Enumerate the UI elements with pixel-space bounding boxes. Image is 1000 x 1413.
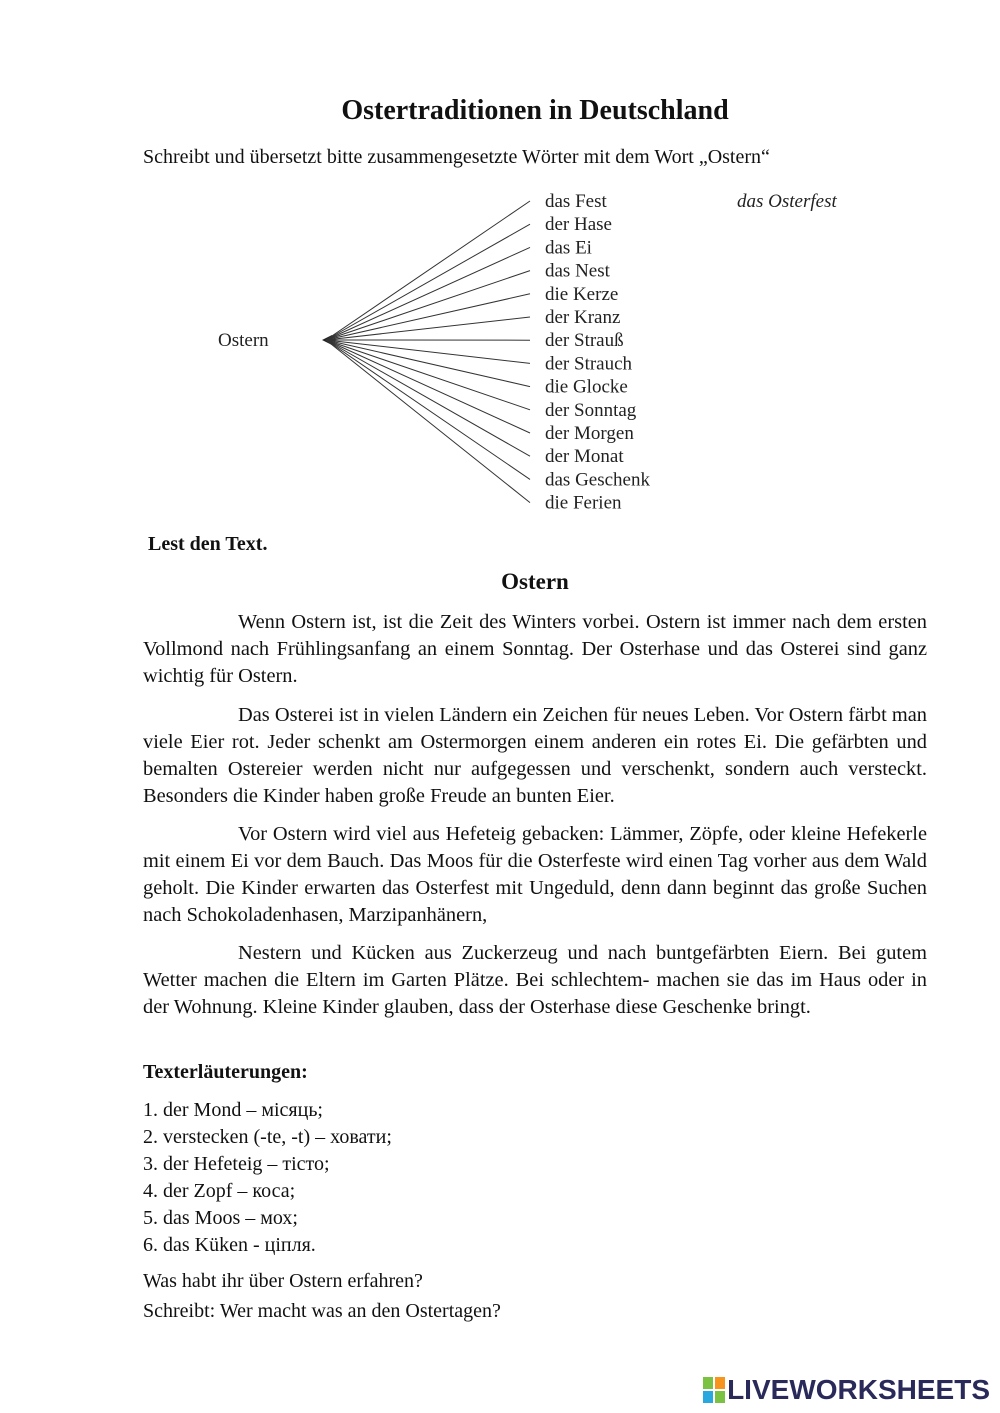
text-paragraph: Vor Ostern wird viel aus Hefeteig gebacken: Lämmer, Zöpfe, oder kleine Hefekerle mit einem Ei vor dem Bauch. Das Moos für die Osterfeste wird einen Tag vorher aus dem Wald geholt. Die Kinder erwarten das Osterfest mit Ungeduld, denn dann beginnt das große Suchen nach Schokoladenhasen, Marzipanhänern, (143, 823, 927, 926)
diagram-line (326, 224, 530, 340)
diagram-word: der Kranz (545, 307, 621, 328)
diagram-line (326, 294, 530, 340)
diagram-word: die Kerze (545, 283, 619, 305)
diagram-word: die Ferien (545, 492, 622, 514)
explanation-item: 4. der Zopf – коса; (143, 1180, 296, 1202)
diagram-line (326, 247, 530, 340)
explanation-item: 3. der Hefeteig – тісто; (143, 1153, 330, 1175)
diagram-line (326, 317, 530, 340)
diagram-line (326, 340, 530, 433)
diagram-line (326, 340, 530, 503)
liveworksheets-watermark (703, 1372, 990, 1408)
explanation-item: 5. das Moos – мох; (143, 1207, 298, 1229)
explanation-item: 1. der Mond – місяць; (143, 1099, 323, 1121)
diagram-line (326, 340, 530, 387)
question-text: Schreibt: Wer macht was an den Ostertagen? (143, 1300, 501, 1322)
diagram-word: das Nest (545, 260, 610, 282)
explanations-heading: Texterläuterungen: (143, 1061, 308, 1083)
diagram-root-label: Ostern (218, 330, 269, 351)
instruction-text: Schreibt und übersetzt bitte zusammengesetzte Wörter mit dem Wort „Ostern“ (143, 146, 770, 168)
diagram-word: der Hase (545, 214, 612, 236)
page-title: Ostertraditionen in Deutschland (341, 95, 729, 126)
text-paragraph: Das Osterei ist in vielen Ländern ein Zeichen für neues Leben. Vor Ostern färbt man viele Eier rot. Jeder schenkt am Ostermorgen einem anderen ein rotes Ei. Die gefärbten und bemalten Ostereier werden nicht nur aufgegessen und verschenkt, sondern auch versteckt. Besonders die Kinder haben große Freude an bunten Eier. (143, 704, 927, 807)
watermark-text: LIVEWORKSHEETS (727, 1374, 990, 1405)
diagram-word: die Glocke (545, 376, 628, 398)
diagram-lines (322, 201, 530, 503)
text-paragraph: Nestern und Kücken aus Zuckerzeug und nach buntgefärbten Eiern. Bei gutem Wetter machen die Eltern im Garten Plätze. Bei schlechtem- machen sie das im Haus oder in der Wohnung. Kleine Kinder glauben, dass der Osterhase diese Geschenke bringt. (143, 942, 927, 1018)
diagram-example-answer: das Osterfest (737, 191, 837, 212)
diagram-line (326, 340, 530, 410)
diagram-word: das Ei (545, 237, 592, 259)
diagram-line (326, 340, 530, 456)
explanation-item: 6. das Küken - ціпля. (143, 1234, 316, 1256)
diagram-word: das Fest (545, 191, 607, 212)
diagram-word: der Strauch (545, 353, 633, 375)
diagram-word: der Morgen (545, 423, 634, 444)
text-paragraph: Wenn Ostern ist, ist die Zeit des Winters vorbei. Ostern ist immer nach dem ersten Vollmond nach Frühlingsanfang an einem Sonntag. Der Osterhase und das Osterei sind ganz wichtig für Ostern. (143, 611, 927, 687)
read-task-heading: Lest den Text. (148, 533, 268, 555)
diagram-line (326, 340, 530, 363)
diagram-line (326, 271, 530, 340)
diagram-word: das Geschenk (545, 469, 650, 491)
text-title: Ostern (501, 569, 569, 594)
diagram-word: der Strauß (545, 330, 624, 352)
explanations-list (143, 1097, 392, 1259)
diagram-word: der Monat (545, 446, 624, 468)
diagram-word: der Sonntag (545, 399, 637, 421)
diagram-line (326, 201, 530, 340)
diagram-line (326, 340, 530, 479)
question-text: Was habt ihr über Ostern erfahren? (143, 1270, 423, 1292)
explanation-item: 2. verstecken (-te, -t) – ховати; (143, 1126, 392, 1148)
word-diagram (0, 185, 1000, 515)
liveworksheets-logo-icon (703, 1377, 725, 1403)
